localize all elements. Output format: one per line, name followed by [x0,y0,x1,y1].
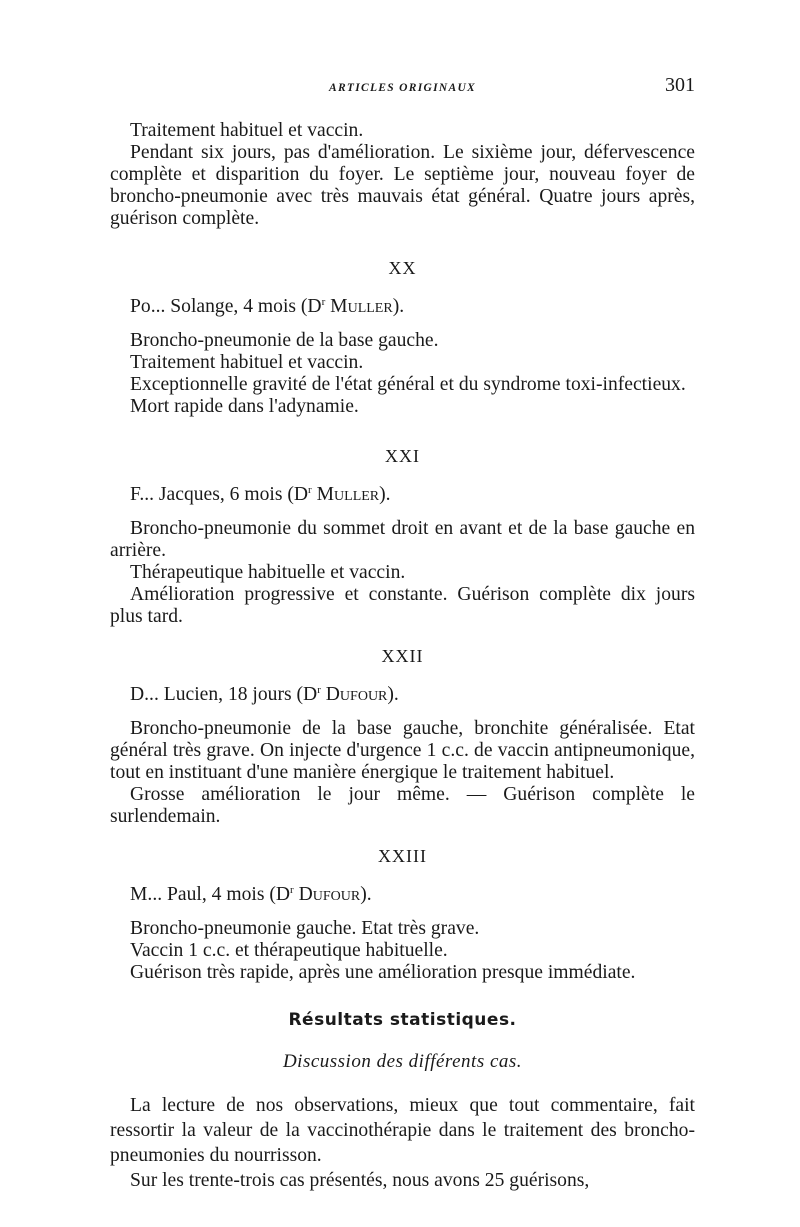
paragraph: Traitement habituel et vaccin. [130,120,364,141]
patient-line: M... Paul, 4 mois ($D^r$ Dufour). [130,884,372,905]
doctor-name: Dufour [325,684,388,705]
patient-name: Po... Solange, 4 mois (D [130,296,322,317]
case-xx [110,257,695,418]
paragraph: Broncho-pneumonie du sommet droit en avant et de la base gauche en arrière. [110,518,695,561]
paragraph: Grosse amélioration le jour même. — Guérison complète le surlendemain. [110,784,695,827]
case-number: XXIII [378,846,427,866]
patient-name: M... Paul, 4 mois (D [130,884,291,905]
paragraph: Guérison très rapide, après une amélioration presque immédiate. [130,962,636,983]
doctor-superscript: r [317,684,321,696]
section-title: Résultats statistiques. [288,1010,517,1030]
case-xxiii [110,845,695,984]
paragraph: Broncho-pneumonie de la base gauche. [130,330,439,351]
paragraph: Broncho-pneumonie gauche. Etat très grave. [130,918,480,939]
patient-line: Po... Solange, 4 mois ($D^r$ Muller). [130,296,405,317]
case-number: XXII [381,646,424,666]
patient-name: F... Jacques, 6 mois (D [130,484,309,505]
doctor-superscript: r [290,884,294,896]
paragraph: Mort rapide dans l'adynamie. [130,396,359,417]
case-xxii [110,645,695,828]
page-body [110,120,695,1193]
paragraph: Traitement habituel et vaccin. [130,352,364,373]
paragraph: Vaccin 1 c.c. et thérapeutique habituelle. [130,940,448,961]
case-xix-continuation [110,120,695,230]
doctor-name: Muller [330,296,393,317]
paragraph: Sur les trente-trois cas présentés, nous avons 25 guérisons, [130,1170,590,1191]
subsection-title: Discussion des différents cas. [282,1051,523,1072]
paragraph: Thérapeutique habituelle et vaccin. [130,562,406,583]
paragraph: La lecture de nos observations, mieux que tout commentaire, fait ressortir la valeur de la vaccinothérapie dans le traitement des broncho-pneumonies du nourrisson. [110,1095,695,1166]
patient-line: F... Jacques, 6 mois ($D^r$ Muller). [130,484,391,505]
page-header [110,74,695,104]
doctor-name: Dufour [298,884,361,905]
patient-line: D... Lucien, 18 jours ($D^r$ Dufour). [130,684,399,705]
case-number: XX [388,258,417,278]
doctor-name: Muller [316,484,380,505]
results-section [110,1009,695,1193]
case-xxi [110,445,695,628]
paragraph: Pendant six jours, pas d'amélioration. Le sixième jour, défervescence complète et disparition du foyer. Le septième jour, nouveau foyer de broncho-pneumonie avec très mauvais état général. Quatre jours après, guérison complète. [110,142,695,229]
doctor-superscript: r [321,296,326,308]
paragraph: Exceptionnelle gravité de l'état général et du syndrome toxi-infectieux. [130,374,686,395]
case-number: XXI [385,446,420,466]
paragraph: Amélioration progressive et constante. Guérison complète dix jours plus tard. [110,584,695,627]
page-number: 301 [665,74,695,96]
patient-name: D... Lucien, 18 jours (D [130,684,318,705]
doctor-superscript: r [308,484,312,496]
running-head: ARTICLES ORIGINAUX [328,82,477,94]
paragraph: Broncho-pneumonie de la base gauche, bronchite généralisée. Etat général très grave. On injecte d'urgence 1 c.c. de vaccin antipneumonique, tout en instituant d'une manière énergique le traitement habituel. [110,718,695,783]
